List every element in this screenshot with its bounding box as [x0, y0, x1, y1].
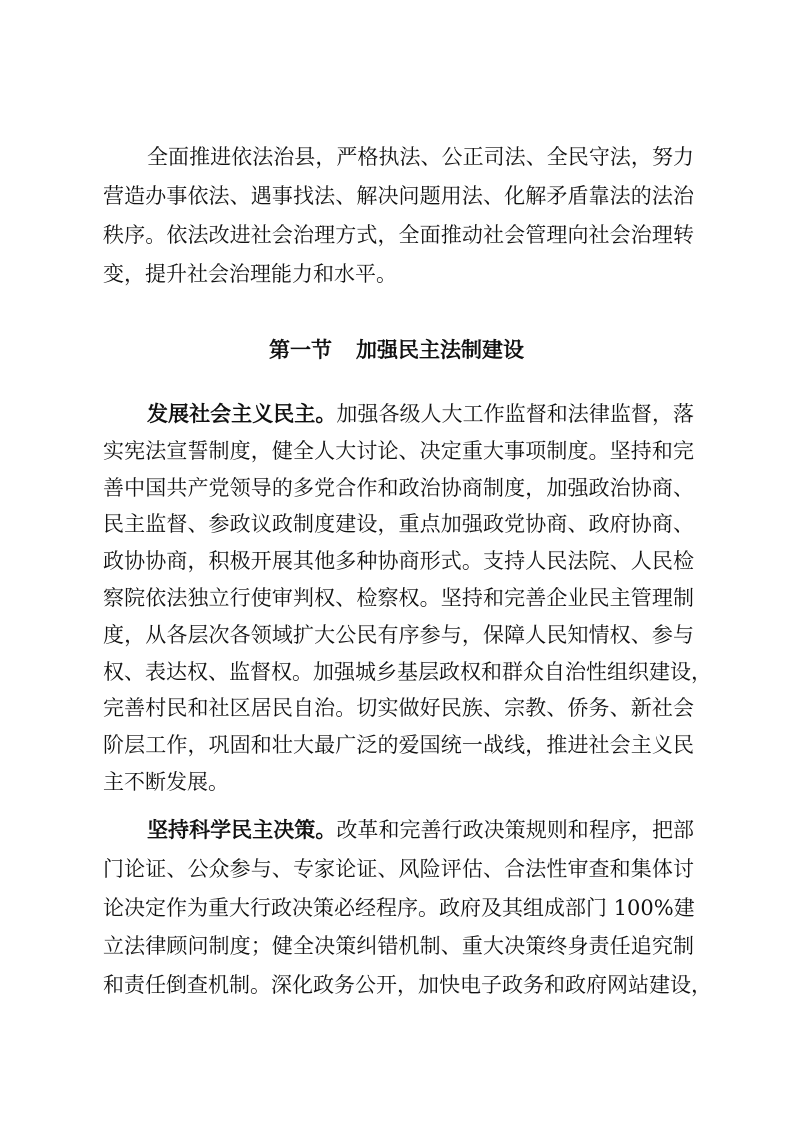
text-line: 主不断发展。: [103, 769, 229, 794]
text-line: 营造办事依法、遇事找法、解决问题用法、化解矛盾靠法的法治: [103, 184, 694, 208]
text-line: [103, 396, 694, 433]
text-line: 和责任倒查机制。深化政务公开，加快电子政务和政府网站建设，: [103, 973, 712, 997]
section-heading: [0, 334, 793, 364]
democracy-paragraph: [103, 396, 712, 801]
text-span: 加强各级人大工作监督和法律监督，落: [336, 402, 694, 426]
text-line: 权、表达权、监督权。加强城乡基层政权和群众自治性组织建设，: [103, 659, 712, 684]
intro-paragraph: [103, 138, 694, 294]
text-line: 完善村民和社区居民自治。切实做好民族、宗教、侨务、新社会: [103, 696, 694, 721]
text-line: 阶层工作，巩固和壮大最广泛的爱国统一战线，推进社会主义民: [103, 733, 694, 758]
text-line: 民主监督、参政议政制度建设，重点加强政党协商、政府协商、: [103, 512, 694, 537]
text-line: 论决定作为重大行政决策必经程序。政府及其组成部门 100%建: [103, 895, 695, 920]
text-line: 实宪法宣誓制度，健全人大讨论、决定重大事项制度。坚持和完: [103, 438, 694, 463]
paragraph-lead: 坚持科学民主决策。: [147, 817, 337, 842]
section-number: 第一节: [269, 337, 332, 362]
text-span: 改革和完善行政决策规则和程序，把部: [336, 818, 694, 842]
section-title: 加强民主法制建设: [356, 337, 524, 362]
text-line: 善中国共产党领导的多党合作和政治协商制度，加强政治协商、: [103, 475, 694, 500]
text-line: 秩序。依法改进社会治理方式，全面推动社会管理向社会治理转: [103, 223, 694, 247]
text-line: 门论证、公众参与、专家论证、风险评估、合法性审查和集体讨: [103, 856, 694, 881]
text-line: 度，从各层次各领域扩大公民有序参与，保障人民知情权、参与: [103, 622, 694, 647]
text-line: 变，提升社会治理能力和水平。: [103, 262, 397, 286]
text-line: 政协协商，积极开展其他多种协商形式。支持人民法院、人民检: [103, 549, 694, 574]
paragraph-lead: 发展社会主义民主。: [147, 401, 337, 426]
text-line: 全面推进依法治县，严格执法、公正司法、全民守法，努力: [147, 145, 694, 169]
text-line: 察院依法独立行使审判权、检察权。坚持和完善企业民主管理制: [103, 585, 694, 610]
text-line: [103, 811, 694, 850]
decision-paragraph: [103, 811, 712, 1005]
text-line: 立法律顾问制度；健全决策纠错机制、重大决策终身责任追究制: [103, 934, 694, 959]
